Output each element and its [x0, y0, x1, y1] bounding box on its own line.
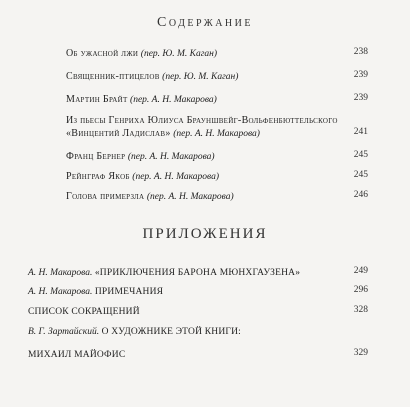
entry-title: Мартин Брайт: [66, 94, 128, 105]
entry-translator: (пер. А. Н. Макарова): [127, 152, 215, 162]
toc-entry: [66, 47, 217, 61]
appendix-entry: [28, 325, 241, 339]
entry-translator: (пер. А. Н. Макарова): [146, 192, 234, 202]
entry-page: 246: [353, 190, 368, 200]
toc-entry: [66, 93, 217, 107]
entry-page: 241: [353, 127, 368, 137]
appendix-entry: [28, 305, 140, 319]
entry-title-line2: «Винцентий Ладислав»: [66, 128, 171, 139]
appendix-page: 296: [353, 285, 368, 295]
entry-title: Священник-птицелов: [66, 71, 160, 82]
entry-translator: (пер. А. Н. Макарова): [132, 172, 220, 182]
appendix-entry: [28, 285, 163, 299]
appendix-entry-cont: [28, 348, 125, 362]
entry-page: 245: [353, 170, 368, 180]
appendices-heading: ПРИЛОЖЕНИЯ: [142, 226, 268, 242]
appendix-author: А. Н. Макарова.: [28, 287, 93, 297]
toc-entry: [66, 170, 219, 184]
toc-entry: [66, 114, 338, 127]
appendix-title: ПРИМЕЧАНИЯ: [94, 287, 164, 297]
entry-page: 239: [353, 93, 368, 103]
entry-translator: (пер. Ю. М. Каган): [140, 49, 218, 59]
entry-title: Рейнграф Якоб: [66, 171, 130, 182]
entry-title: Франц Бернер: [66, 151, 126, 162]
entry-translator: (пер. А. Н. Макарова): [130, 95, 217, 105]
entry-page: 238: [353, 47, 368, 57]
appendix-author: В. Г. Зартайский.: [28, 327, 100, 337]
entry-title: Об ужасной лжи: [66, 48, 139, 59]
appendix-entry: [28, 266, 300, 280]
appendix-title-line1: О ХУДОЖНИКЕ ЭТОЙ КНИГИ:: [101, 327, 242, 337]
toc-entry: [66, 150, 215, 164]
appendix-page: 329: [353, 348, 368, 358]
entry-translator: (пер. А. Н. Макарова): [173, 129, 260, 139]
entry-title: Голова примерзла: [66, 191, 145, 202]
appendix-title: «ПРИКЛЮЧЕНИЯ БАРОНА МЮНХГАУЗЕНА»: [94, 268, 301, 278]
toc-entry-cont: [66, 127, 260, 141]
appendix-title-line2: МИХАИЛ МАЙОФИС: [28, 350, 126, 360]
entry-page: 245: [353, 150, 368, 160]
entry-page: 239: [353, 70, 368, 80]
entry-translator: (пер. Ю. М. Каган): [162, 72, 239, 82]
appendix-title: СПИСОК СОКРАЩЕНИЙ: [28, 307, 140, 317]
appendix-page: 328: [353, 305, 368, 315]
appendix-author: А. Н. Макарова.: [28, 268, 93, 278]
toc-entry: [66, 70, 238, 84]
contents-heading: Содержание: [157, 15, 253, 30]
toc-entry: [66, 190, 234, 204]
appendix-page: 249: [353, 266, 368, 276]
entry-title-line1: Из пьесы Генриха Юлиуса Брауншвейг-Вольфенбюттельского: [66, 115, 338, 126]
